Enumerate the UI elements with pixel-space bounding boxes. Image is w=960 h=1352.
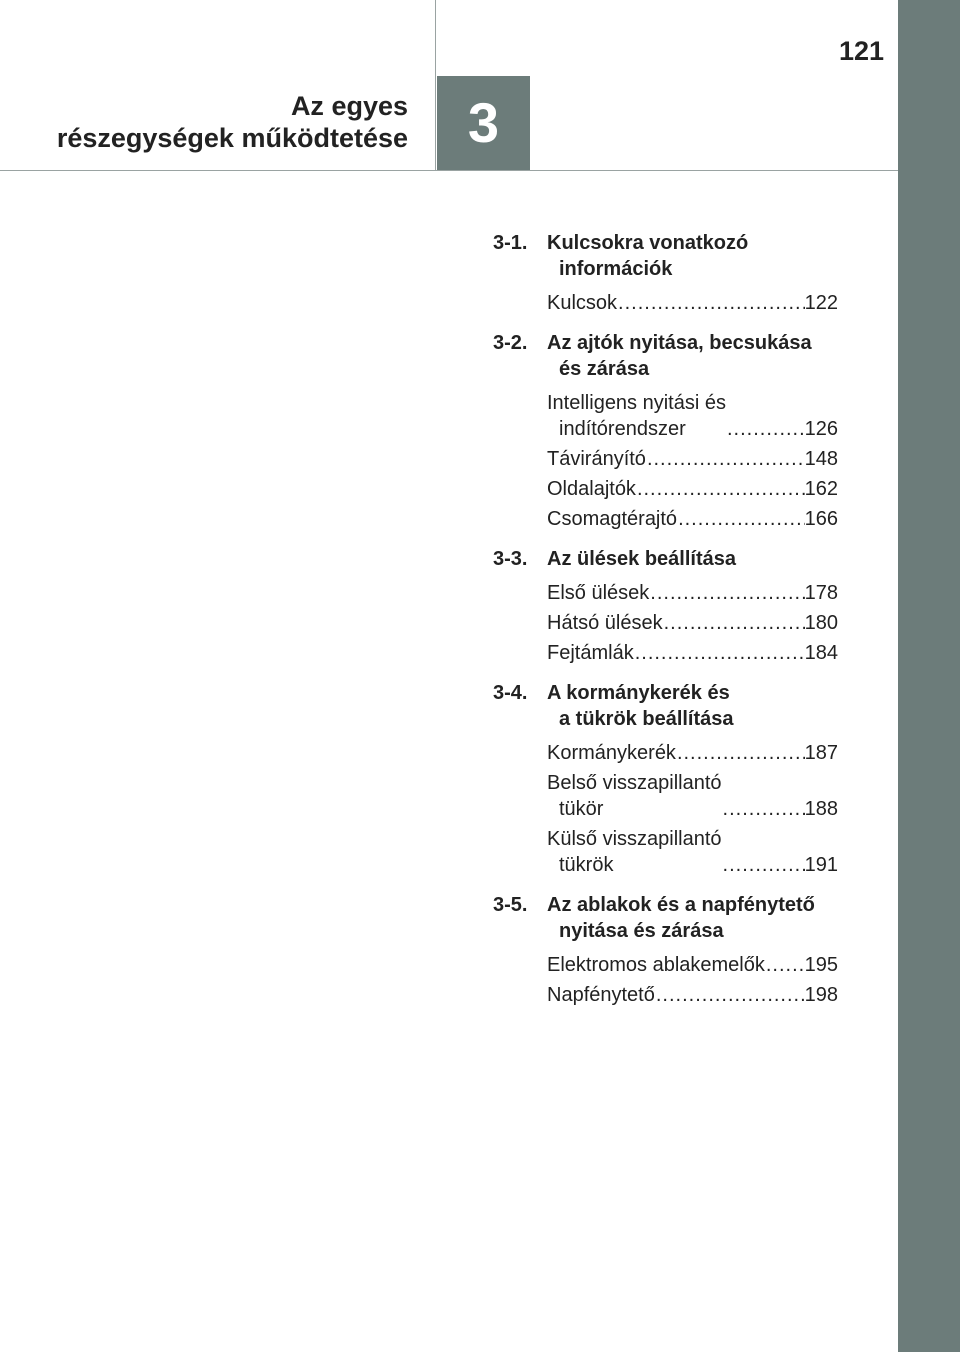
chapter-title-line-1: Az egyes [290, 91, 408, 121]
toc-section-3-2 [490, 330, 838, 532]
page-number: 121 [838, 36, 884, 66]
entry-label: Hátsó ülések [547, 612, 663, 634]
toc-entry-taviranyito[interactable] [547, 446, 838, 472]
toc-entry-ablakemelok[interactable] [547, 952, 838, 978]
entry-page: 178 [804, 582, 838, 604]
entry-label-line-1: Intelligens nyitási és [547, 392, 726, 414]
section-title[interactable] [547, 546, 838, 572]
entry-page: 162 [804, 478, 838, 500]
toc-section-3-4 [490, 680, 838, 878]
toc-entry-hatso-ulesek[interactable] [547, 610, 838, 636]
section-number: 3-2. [493, 332, 528, 354]
dot-leader [663, 610, 805, 636]
dot-leader [617, 290, 805, 316]
toc-entry-oldalajtok[interactable] [547, 476, 838, 502]
entry-label-line-1: Belső visszapillantó [547, 772, 722, 794]
entry-page: 166 [804, 508, 838, 530]
toc-section-3-1 [490, 230, 838, 316]
section-title-line-1: Az ajtók nyitása, becsukása [547, 332, 812, 354]
section-title-line-1: Kulcsokra vonatkozó [547, 232, 749, 254]
dot-leader [636, 476, 805, 502]
entry-page: 198 [804, 984, 838, 1006]
entry-page: 191 [804, 854, 838, 876]
dot-leader [722, 852, 805, 878]
toc-entry-belso-visszapillanto[interactable] [547, 770, 838, 822]
section-title[interactable] [547, 892, 838, 944]
section-title[interactable] [547, 330, 838, 382]
dot-leader [634, 640, 805, 666]
toc-entry-napfenyteto[interactable] [547, 982, 838, 1008]
toc-section-3-5 [490, 892, 838, 1008]
section-title-line-2: a tükrök beállítása [559, 708, 734, 730]
chapter-number: 3 [467, 91, 500, 154]
entry-page: 188 [804, 798, 838, 820]
section-title[interactable] [547, 680, 838, 732]
entry-label [547, 826, 722, 878]
chapter-side-tab [898, 0, 960, 1352]
dot-leader [676, 740, 805, 766]
entry-label [547, 770, 722, 822]
header-horizontal-rule [0, 170, 898, 171]
entry-label: Csomagtérajtó [547, 508, 678, 530]
chapter-title [57, 90, 408, 154]
toc-entry-kulso-visszapillanto[interactable] [547, 826, 838, 878]
section-number: 3-5. [493, 894, 528, 916]
dot-leader [646, 446, 805, 472]
section-title-line-2: és zárása [559, 358, 650, 380]
entry-label: Fejtámlák [547, 642, 634, 664]
entry-label: Oldalajtók [547, 478, 636, 500]
entry-label: Napfénytető [547, 984, 655, 1006]
dot-leader [649, 580, 804, 606]
section-title-line-2: nyitása és zárása [559, 920, 724, 942]
entry-label-line-2: tükör [559, 798, 604, 820]
dot-leader [726, 416, 805, 442]
section-number: 3-3. [493, 548, 528, 570]
entry-page: 187 [804, 742, 838, 764]
toc-entry-kulcsok[interactable] [547, 290, 838, 316]
toc-entry-kormanykerek[interactable] [547, 740, 838, 766]
entry-page: 184 [804, 642, 838, 664]
entry-page: 180 [804, 612, 838, 634]
section-title[interactable] [547, 230, 838, 282]
chapter-number-box [437, 76, 530, 170]
toc-entry-fejtamlak[interactable] [547, 640, 838, 666]
entry-label: Távirányító [547, 448, 646, 470]
section-title-line-2: információk [559, 258, 673, 280]
header-vertical-rule [435, 0, 436, 171]
section-title-line-1: Az ablakok és a napfénytető [547, 894, 815, 916]
entry-page: 126 [804, 418, 838, 440]
chapter-title-line-2: részegységek működtetése [56, 123, 408, 153]
entry-label-line-2: indítórendszer [559, 418, 686, 440]
table-of-contents [490, 230, 838, 1008]
toc-entry-elso-ulesek[interactable] [547, 580, 838, 606]
entry-label [547, 390, 726, 442]
toc-entry-intelligens[interactable] [547, 390, 838, 442]
toc-entry-csomagterajto[interactable] [547, 506, 838, 532]
entry-label-line-2: tükrök [559, 854, 614, 876]
entry-page: 195 [804, 954, 838, 976]
entry-label: Kulcsok [547, 292, 618, 314]
entry-page: 122 [804, 292, 838, 314]
dot-leader [677, 506, 805, 532]
section-title-line-1: A kormánykerék és [547, 682, 730, 704]
entry-label-line-1: Külső visszapillantó [547, 828, 722, 850]
toc-section-3-3 [490, 546, 838, 666]
entry-label: Kormánykerék [547, 742, 676, 764]
entry-page: 148 [804, 448, 838, 470]
section-number: 3-4. [493, 682, 528, 704]
dot-leader [722, 796, 805, 822]
dot-leader [765, 952, 805, 978]
section-title-line-1: Az ülések beállítása [547, 548, 736, 570]
section-number: 3-1. [493, 232, 528, 254]
dot-leader [655, 982, 805, 1008]
entry-label: Elektromos ablakemelők [547, 954, 765, 976]
entry-label: Első ülések [547, 582, 650, 604]
